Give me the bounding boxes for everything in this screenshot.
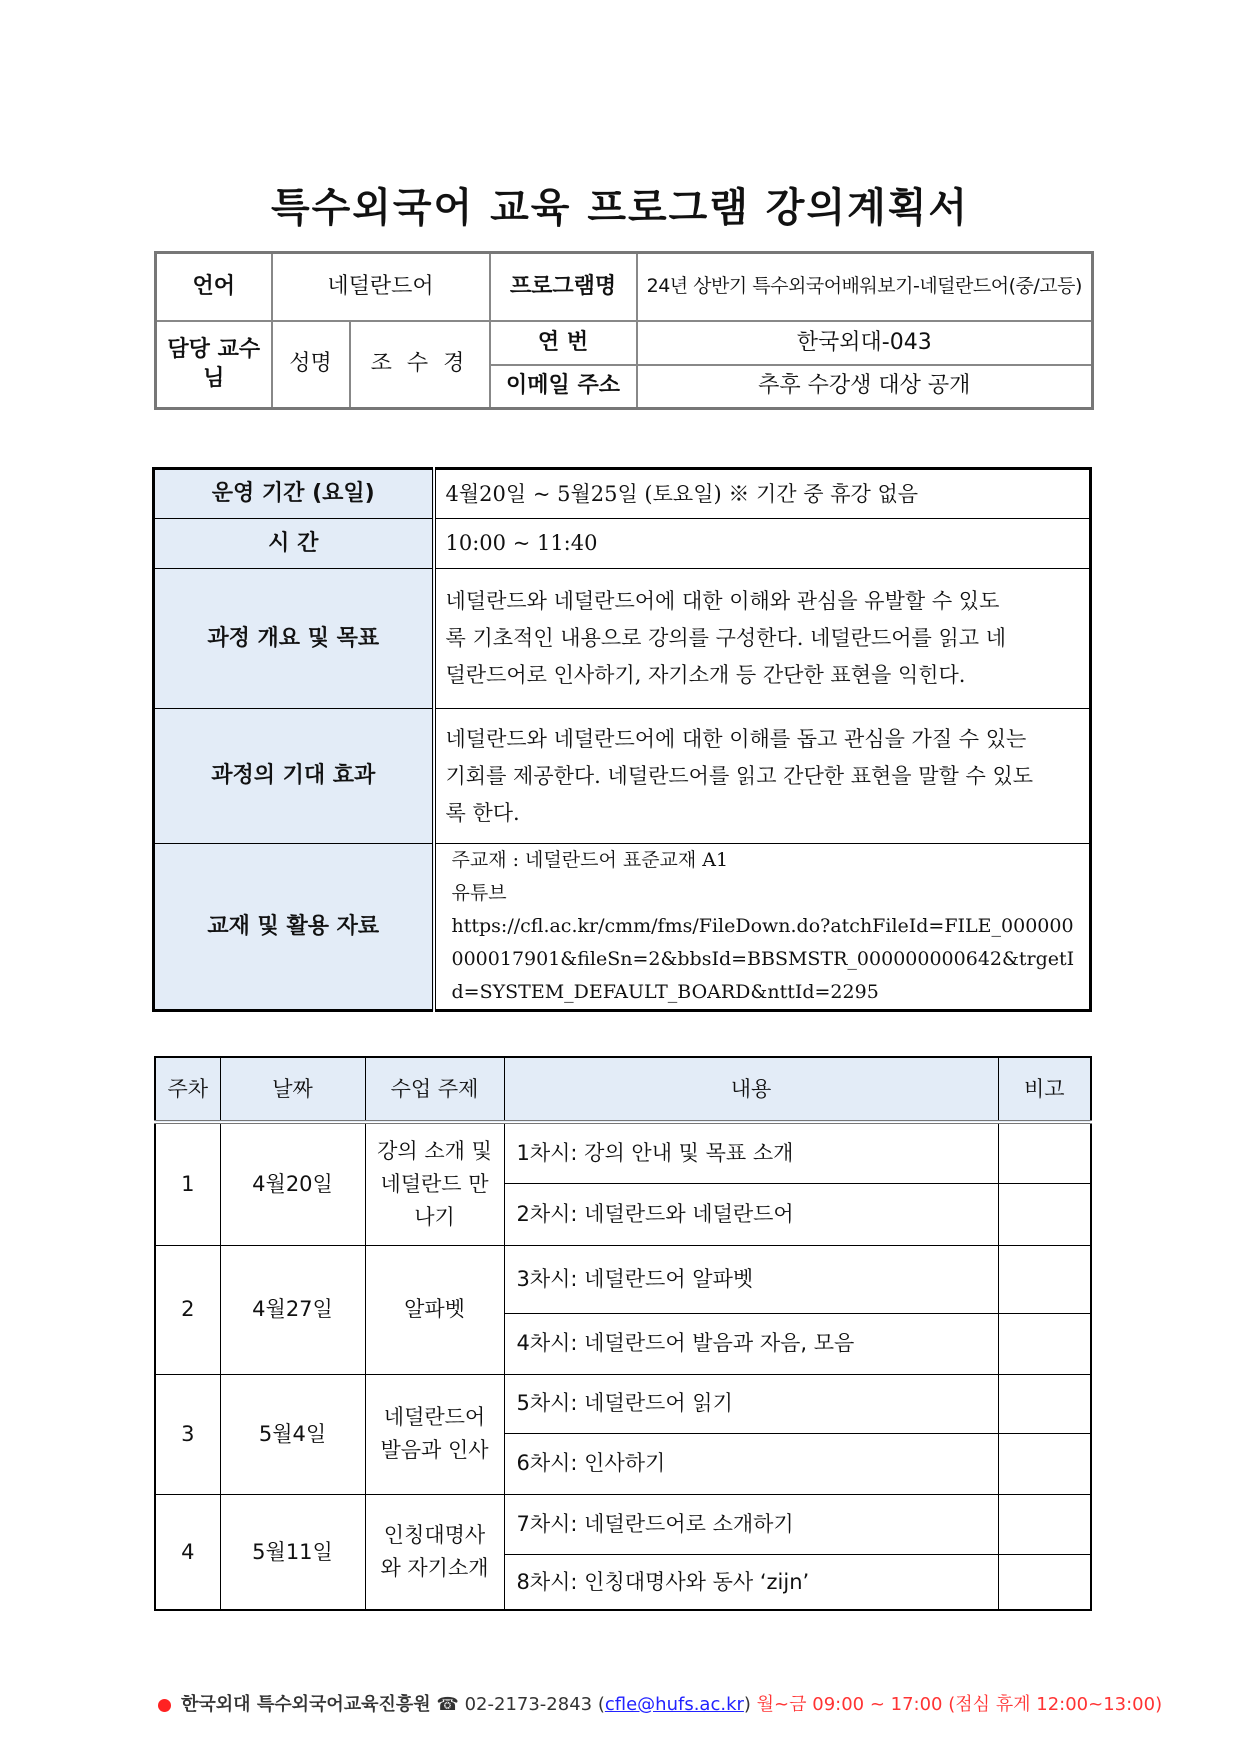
- materials-link[interactable]: https://cfl.ac.kr/cmm/fms/FileDown.do?atchFileId=FILE_000000000017901&fileSn=2&bbsId=BBSMSTR_000000000642&trgetId=SYSTEM_DEFAULT_BOARD&nttId=2295: [451, 915, 1075, 1003]
- note: [998, 1313, 1091, 1374]
- serial-value: 한국외대-043: [637, 321, 1093, 365]
- week-topic: 알파벳: [365, 1245, 504, 1374]
- session: 1차시: 강의 안내 및 목표 소개: [504, 1122, 998, 1183]
- program-label: 프로그램명: [490, 253, 637, 321]
- session: 2차시: 네덜란드와 네덜란드어: [504, 1183, 998, 1245]
- session: 4차시: 네덜란드어 발음과 자음, 모음: [504, 1313, 998, 1374]
- week-date: 4월27일: [220, 1245, 365, 1374]
- language-value: 네덜란드어: [272, 253, 490, 321]
- session: 8차시: 인칭대명사와 동사 ‘zijn’: [504, 1554, 998, 1610]
- page-title: 특수외국어 교육 프로그램 강의계획서: [270, 185, 970, 231]
- table-row: [155, 1122, 1091, 1183]
- phone-icon: ☎: [436, 1694, 459, 1715]
- week-number: 3: [155, 1374, 220, 1494]
- time-value: 10:00 ~ 11:40: [434, 519, 1091, 569]
- professor-label: 담당 교수님: [156, 321, 272, 409]
- summary-value: 네덜란드와 네덜란드어에 대한 이해와 관심을 유발할 수 있도록 기초적인 내용으로 강의를 구성한다. 네덜란드어를 읽고 네덜란드어로 인사하기, 자기소개 등 간단한 표현을 익힌다.: [434, 569, 1091, 709]
- period-value: 4월20일 ~ 5월25일 (토요일) ※ 기간 중 휴강 없음: [434, 469, 1091, 519]
- time-label: 시 간: [154, 519, 434, 569]
- summary-label: 과정 개요 및 목표: [154, 569, 434, 709]
- session: 7차시: 네덜란드어로 소개하기: [504, 1494, 998, 1554]
- effect-value: 네덜란드와 네덜란드어에 대한 이해를 돕고 관심을 가질 수 있는 기회를 제공한다. 네덜란드어를 읽고 간단한 표현을 말할 수 있도록 한다.: [434, 709, 1091, 844]
- course-overview-table: [152, 467, 1092, 1012]
- footer: 한국외대 특수외국어교육진흥원 ☎ 02-2173-2843 (cfle@hufs.ac.kr) 월~금 09:00 ~ 17:00 (점심 휴게 12:00~13:00): [158, 1690, 1162, 1716]
- table-row: [155, 1245, 1091, 1313]
- email-label: 이메일 주소: [490, 365, 637, 409]
- note: [998, 1183, 1091, 1245]
- week-date: 4월20일: [220, 1122, 365, 1245]
- materials-value: [434, 844, 1091, 1011]
- email-value: 추후 수강생 대상 공개: [637, 365, 1093, 409]
- header-week: 주차: [155, 1057, 220, 1122]
- contact-email-link[interactable]: cfle@hufs.ac.kr: [604, 1694, 744, 1715]
- header-content: 내용: [504, 1057, 998, 1122]
- note: [998, 1433, 1091, 1494]
- week-date: 5월11일: [220, 1494, 365, 1610]
- course-info-table: [154, 251, 1094, 410]
- language-label: 언어: [156, 253, 272, 321]
- phone-number: 02-2173-2843: [464, 1694, 593, 1715]
- serial-label: 연 번: [490, 321, 637, 365]
- office-hours: 월~금 09:00 ~ 17:00 (점심 휴게 12:00~13:00): [756, 1694, 1163, 1715]
- effect-label: 과정의 기대 효과: [154, 709, 434, 844]
- header-date: 날짜: [220, 1057, 365, 1122]
- note: [998, 1374, 1091, 1433]
- week-number: 1: [155, 1122, 220, 1245]
- header-note: 비고: [998, 1057, 1091, 1122]
- materials-label: 교재 및 활용 자료: [154, 844, 434, 1011]
- org-name: 한국외대 특수외국어교육진흥원: [181, 1694, 431, 1715]
- header-topic: 수업 주제: [365, 1057, 504, 1122]
- name-label: 성명: [272, 321, 350, 409]
- week-number: 2: [155, 1245, 220, 1374]
- week-topic: 인칭대명사와 자기소개: [365, 1494, 504, 1610]
- note: [998, 1122, 1091, 1183]
- note: [998, 1494, 1091, 1554]
- youtube-label: 유튜브: [451, 882, 507, 904]
- week-topic: 네덜란드어 발음과 인사: [365, 1374, 504, 1494]
- week-topic: 강의 소개 및 네덜란드 만나기: [365, 1122, 504, 1245]
- main-textbook: 주교재 : 네덜란드어 표준교재 A1: [451, 849, 729, 871]
- schedule-table: [154, 1056, 1092, 1611]
- program-value: 24년 상반기 특수외국어배워보기-네덜란드어(중/고등): [637, 253, 1093, 321]
- name-value: 조 수 경: [350, 321, 490, 409]
- week-date: 5월4일: [220, 1374, 365, 1494]
- session: 5차시: 네덜란드어 읽기: [504, 1374, 998, 1433]
- session: 3차시: 네덜란드어 알파벳: [504, 1245, 998, 1313]
- table-row: [155, 1494, 1091, 1554]
- session: 6차시: 인사하기: [504, 1433, 998, 1494]
- week-number: 4: [155, 1494, 220, 1610]
- note: [998, 1554, 1091, 1610]
- period-label: 운영 기간 (요일): [154, 469, 434, 519]
- table-row: [155, 1374, 1091, 1433]
- note: [998, 1245, 1091, 1313]
- bullet-icon: [158, 1699, 171, 1712]
